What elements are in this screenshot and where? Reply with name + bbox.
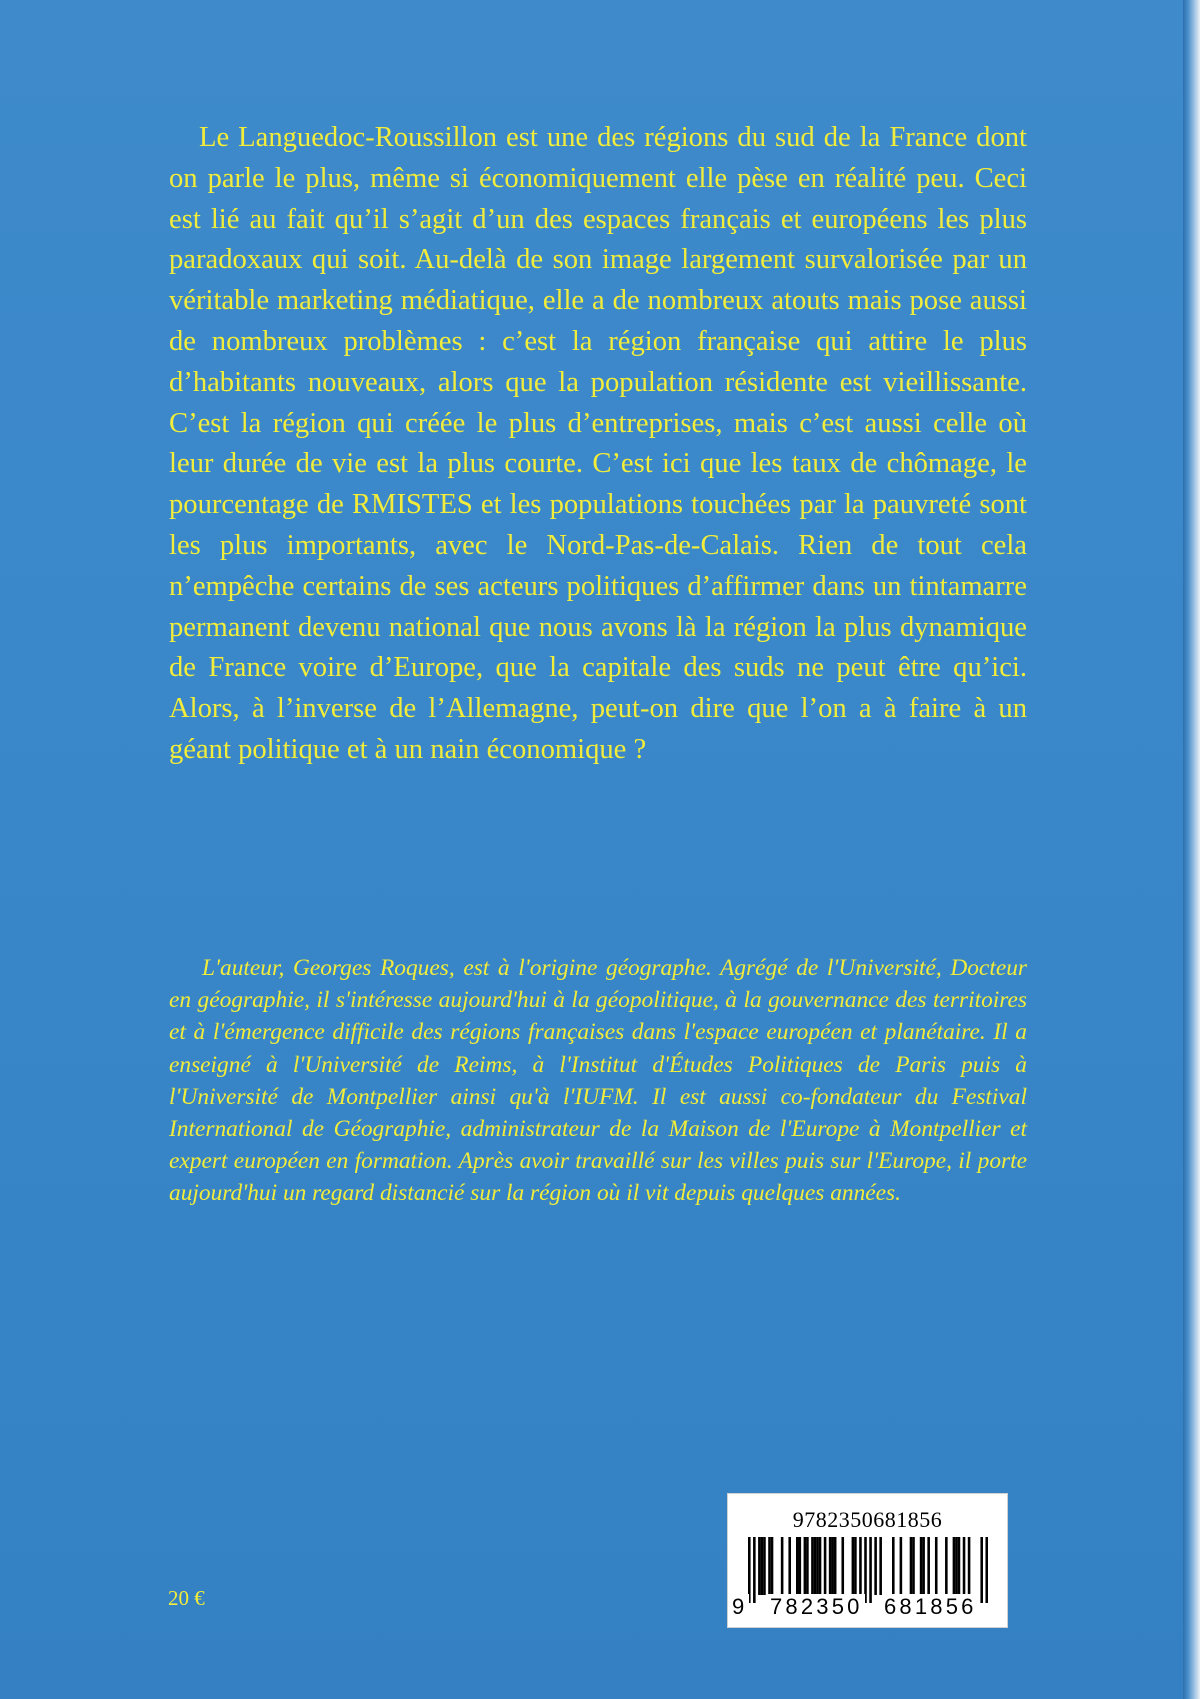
isbn-barcode xyxy=(727,1493,1008,1628)
barcode-bar xyxy=(852,1537,855,1595)
barcode-bar xyxy=(831,1537,834,1595)
barcode-bar xyxy=(814,1537,817,1595)
price-label: 20 € xyxy=(168,1586,205,1610)
barcode-bar xyxy=(920,1537,923,1595)
barcode-bar xyxy=(922,1537,925,1595)
barcode-bar xyxy=(768,1537,771,1595)
barcode-bar xyxy=(824,1537,827,1595)
author-bio: L'auteur, Georges Roques, est à l'origine géographe. Agrégé de l'Université, Docteur en géographie, il s'intéresse aujourd'hui à la géopolitique, à la gouvernance des territoires et à l'émergence difficile des régions françaises dans l'espace européen et planétaire. Il a enseigné à l'Université de Reims, à l'Institut d'Études Politiques de Paris puis à l'Université de Montpellier ainsi qu'à l'IUFM. Il est aussi co-fondateur du Festival International de Géographie, administrateur de la Maison de l'Europe à Montpellier et expert européen en formation. Après avoir travaillé sur les villes puis sur l'Europe, il porte aujourd'hui un regard distancié sur la région où il vit depuis quelques années. xyxy=(169,955,1027,1207)
barcode-bar xyxy=(963,1537,966,1595)
barcode-bar xyxy=(758,1537,761,1595)
barcode-bar xyxy=(841,1537,844,1595)
barcode-bar xyxy=(968,1537,971,1595)
barcode-bar xyxy=(763,1537,766,1595)
barcode-bar xyxy=(834,1537,837,1595)
isbn-number: 9782350681856 xyxy=(792,1507,943,1532)
barcode-bar xyxy=(958,1537,961,1595)
barcode-digits-left: 782350 xyxy=(770,1594,863,1619)
barcode-bar xyxy=(874,1537,877,1595)
barcode-digits-right: 681856 xyxy=(884,1594,977,1619)
barcode-bar xyxy=(806,1537,809,1595)
cover-edge xyxy=(1183,0,1200,1699)
barcode-digits xyxy=(732,1594,1002,1622)
barcode-bar xyxy=(819,1537,822,1595)
barcode-bar xyxy=(816,1537,819,1595)
barcode-bar xyxy=(771,1537,774,1595)
barcode-bar xyxy=(892,1537,895,1595)
barcode-bar xyxy=(781,1537,784,1595)
barcode-bar xyxy=(900,1537,903,1595)
barcode-bar xyxy=(799,1537,802,1595)
barcode-bar xyxy=(955,1537,958,1595)
blurb-paragraph: Le Languedoc-Roussillon est une des régions du sud de la France dont on parle le plus, même si économiquement elle pèse en réalité peu. Ceci est lié au fait qu’il s’agit d’un des espaces français et européens les plus paradoxaux qui soit. Au-delà de son image largement survalorisée par un véritable marketing médiatique, elle a de nombreux atouts mais pose aussi de nombreux problèmes : c’est la région française qui attire le plus d’habitants nouveaux, alors que la population résidente est vieillissante. C’est la région qui créée le plus d’entreprises, mais c’est aussi celle où leur durée de vie est la plus courte. C’est ici que les taux de chômage, le pourcentage de RMISTES et les populations touchées par la pauvreté sont les plus importants, avec le Nord-Pas-de-Calais. Rien de tout cela n’empêche certains de ses acteurs politiques d’affirmer dans un tintamarre permanent devenu national que nous avons là la région la plus dynamique de France voire d’Europe, que la capitale des suds ne peut être qu’ici. Alors, à l’inverse de l’Allemagne, peut-on dire que l’on a à faire à un géant politique et à un nain économique ? xyxy=(169,122,1027,765)
barcode-bar xyxy=(761,1537,764,1595)
barcode-bar xyxy=(935,1537,938,1595)
barcode-bar xyxy=(804,1537,807,1595)
barcode-bar xyxy=(953,1537,956,1595)
barcode-bar xyxy=(910,1537,913,1595)
barcode-bar xyxy=(927,1537,930,1595)
barcode-bar xyxy=(912,1537,915,1595)
barcode-bar xyxy=(796,1537,799,1595)
barcode-bar xyxy=(854,1537,857,1595)
barcode-digit-first: 9 xyxy=(732,1594,748,1619)
barcode-bar xyxy=(788,1537,791,1595)
barcode-bar xyxy=(829,1537,832,1595)
barcode-bar xyxy=(945,1537,948,1595)
barcode-bar xyxy=(879,1537,882,1595)
barcode-bar xyxy=(811,1537,814,1595)
barcode-bar xyxy=(859,1537,862,1595)
